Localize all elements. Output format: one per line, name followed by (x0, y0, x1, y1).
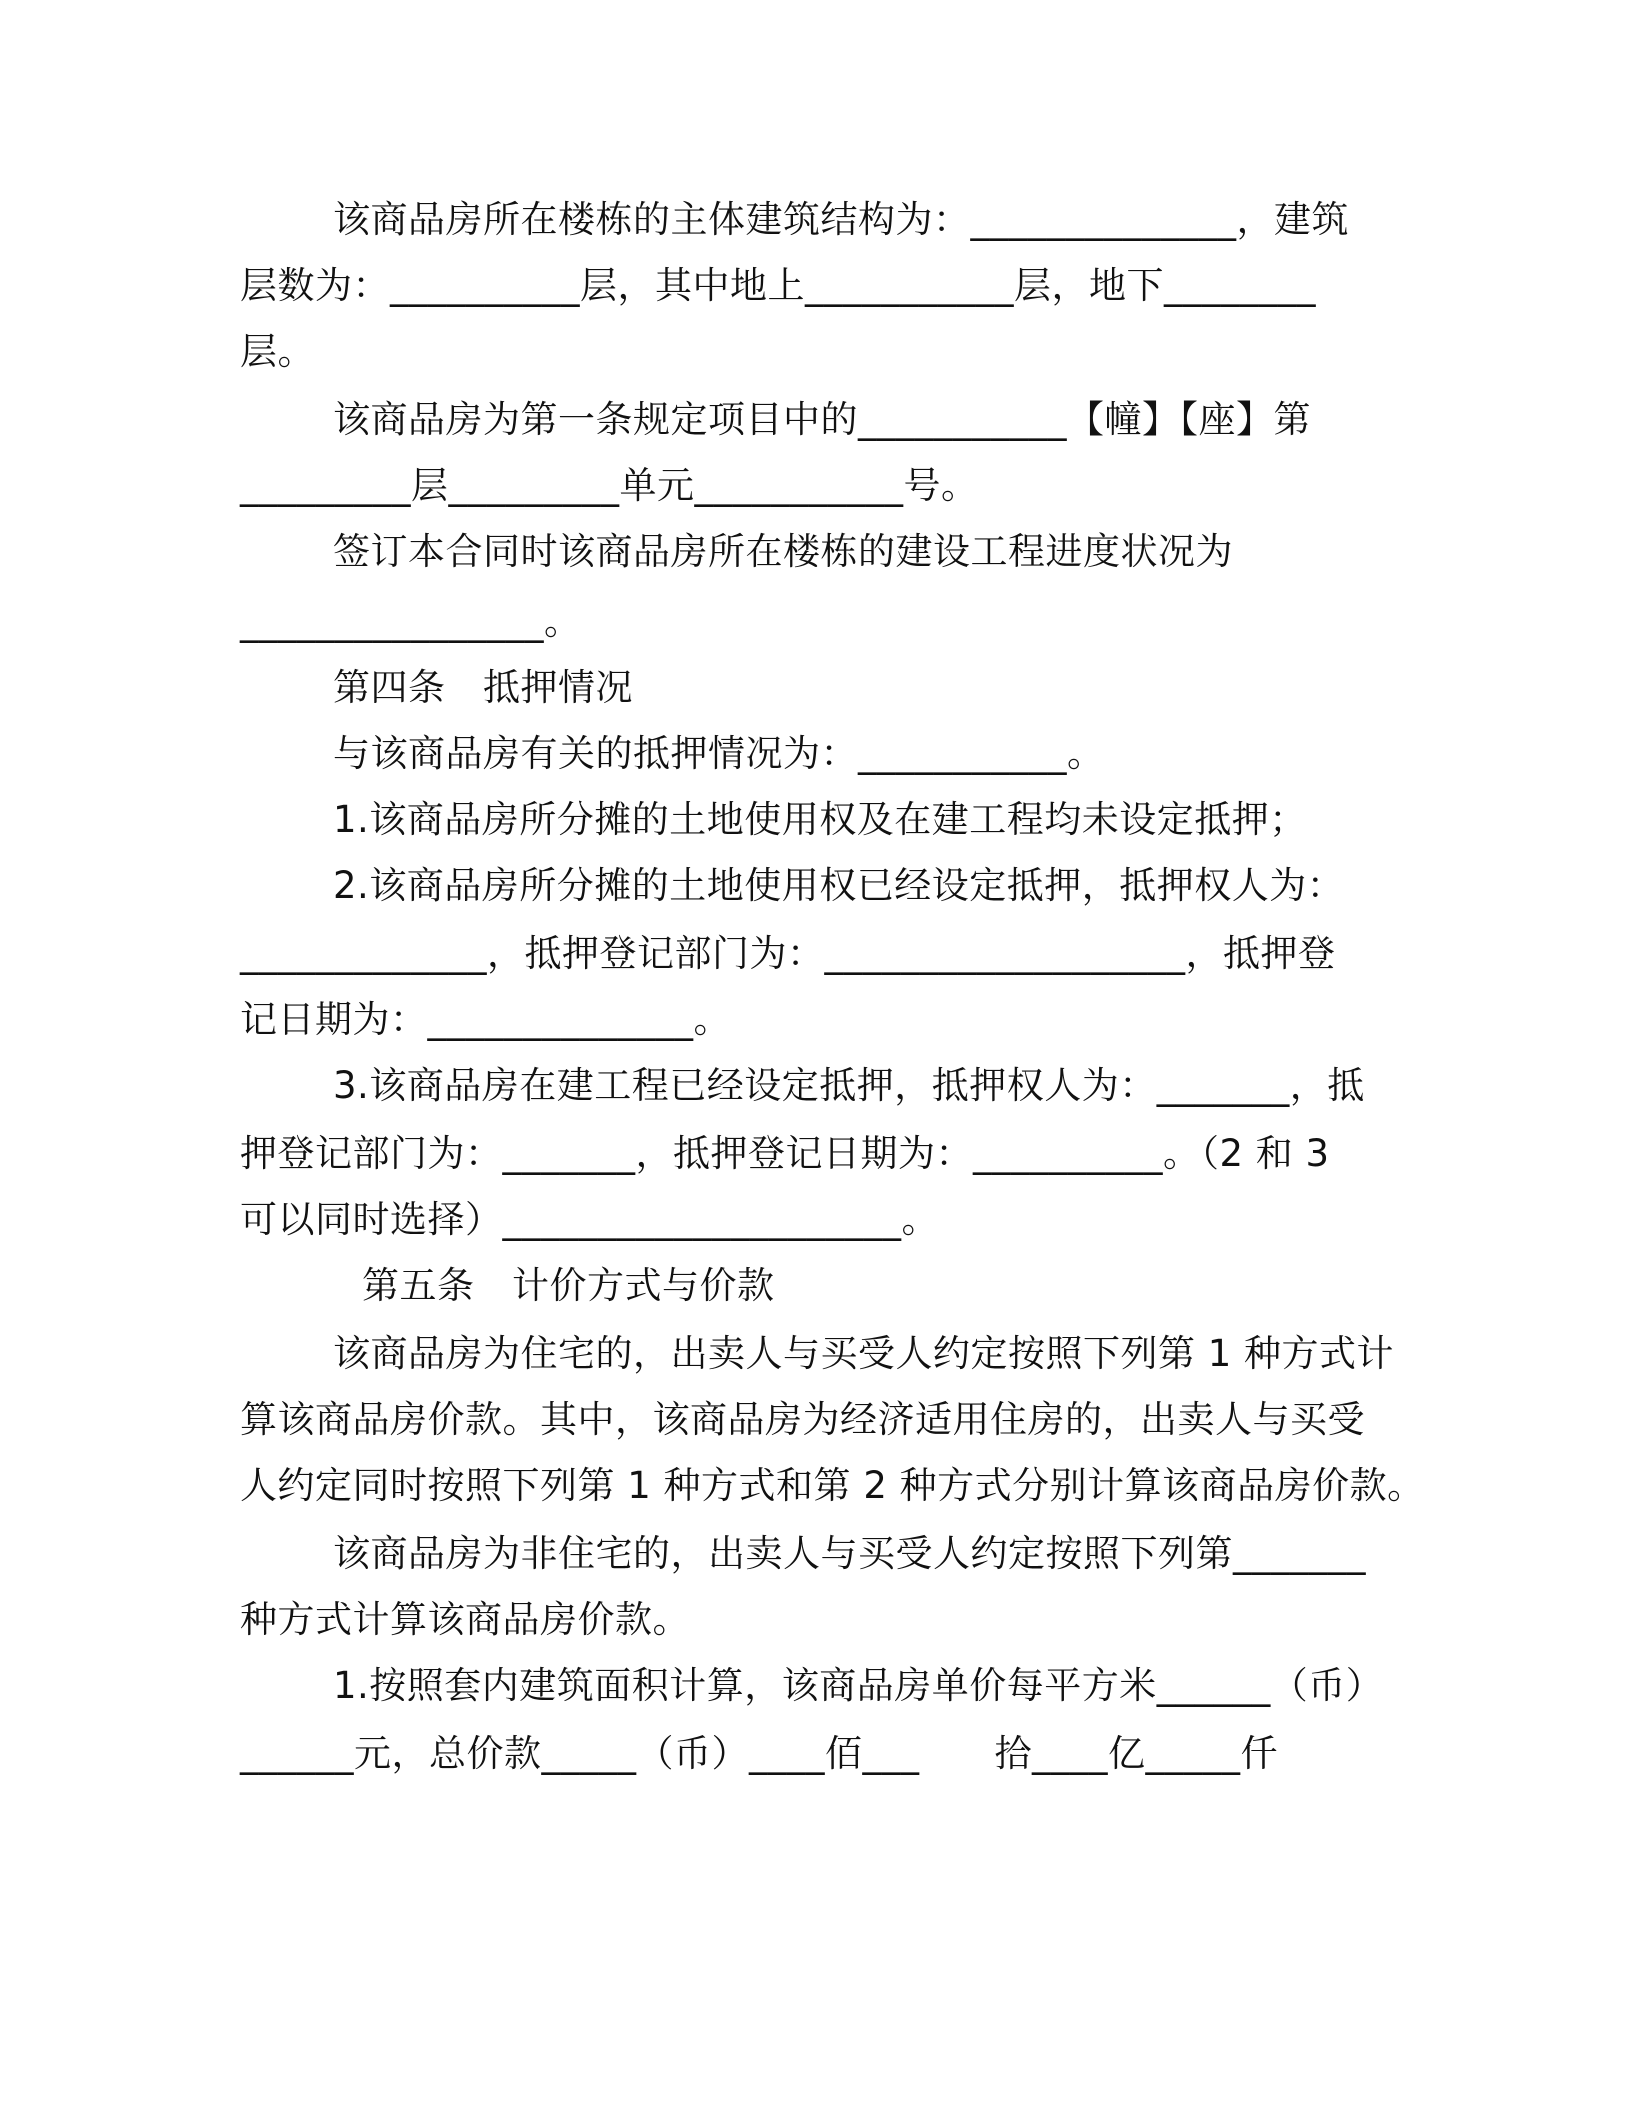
article-four-heading: 第四条 抵押情况 (333, 666, 633, 709)
pricing-method-1-total: ______元，总价款_____（币）____佰___ 拾____亿_____仟 (240, 1732, 1278, 1775)
paragraph-floor-count-end: 层。 (240, 330, 315, 373)
paragraph-nonresidential-pricing-end: 种方式计算该商品房价款。 (240, 1598, 690, 1641)
mortgage-option-2: 2.该商品房所分摊的土地使用权已经设定抵押，抵押权人为： (333, 864, 1345, 907)
paragraph-affordable-housing-methods: 人约定同时按照下列第 1 种方式和第 2 种方式分别计算该商品房价款。 (240, 1464, 1425, 1507)
paragraph-affordable-housing: 算该商品房价款。其中，该商品房为经济适用住房的，出卖人与买受 (240, 1398, 1365, 1441)
mortgage-option-2-date: 记日期为：______________。 (240, 998, 731, 1041)
paragraph-building-structure: 该商品房所在楼栋的主体建筑结构为：______________，建筑 (333, 198, 1349, 241)
paragraph-construction-progress: 签订本合同时该商品房所在楼栋的建设工程进度状况为 (333, 530, 1233, 573)
paragraph-mortgage-status: 与该商品房有关的抵押情况为：___________。 (333, 732, 1105, 775)
mortgage-option-3: 3.该商品房在建工程已经设定抵押，抵押权人为：_______，抵 (333, 1064, 1365, 1107)
mortgage-option-1: 1.该商品房所分摊的土地使用权及在建工程均未设定抵押； (333, 798, 1307, 841)
paragraph-residential-pricing: 该商品房为住宅的，出卖人与买受人约定按照下列第 1 种方式计 (333, 1332, 1395, 1375)
paragraph-unit-location: 该商品房为第一条规定项目中的___________【幢】【座】第 (333, 398, 1311, 441)
mortgage-option-3-details: 押登记部门为：_______，抵押登记日期为：__________。（2 和 3 (240, 1132, 1330, 1175)
pricing-method-1: 1.按照套内建筑面积计算，该商品房单价每平方米______（币） (333, 1664, 1384, 1707)
paragraph-nonresidential-pricing: 该商品房为非住宅的，出卖人与买受人约定按照下列第_______ (333, 1532, 1366, 1575)
paragraph-unit-number: _________层_________单元___________号。 (240, 464, 979, 507)
mortgage-option-2-details: _____________，抵押登记部门为：___________________，抵押登 (240, 932, 1336, 975)
paragraph-construction-progress-blank: ________________。 (240, 600, 582, 643)
mortgage-option-3-note: 可以同时选择）_____________________。 (240, 1198, 939, 1241)
article-five-heading: 第五条 计价方式与价款 (362, 1264, 775, 1307)
paragraph-floor-count: 层数为：__________层，其中地上___________层，地下________ (240, 264, 1316, 307)
